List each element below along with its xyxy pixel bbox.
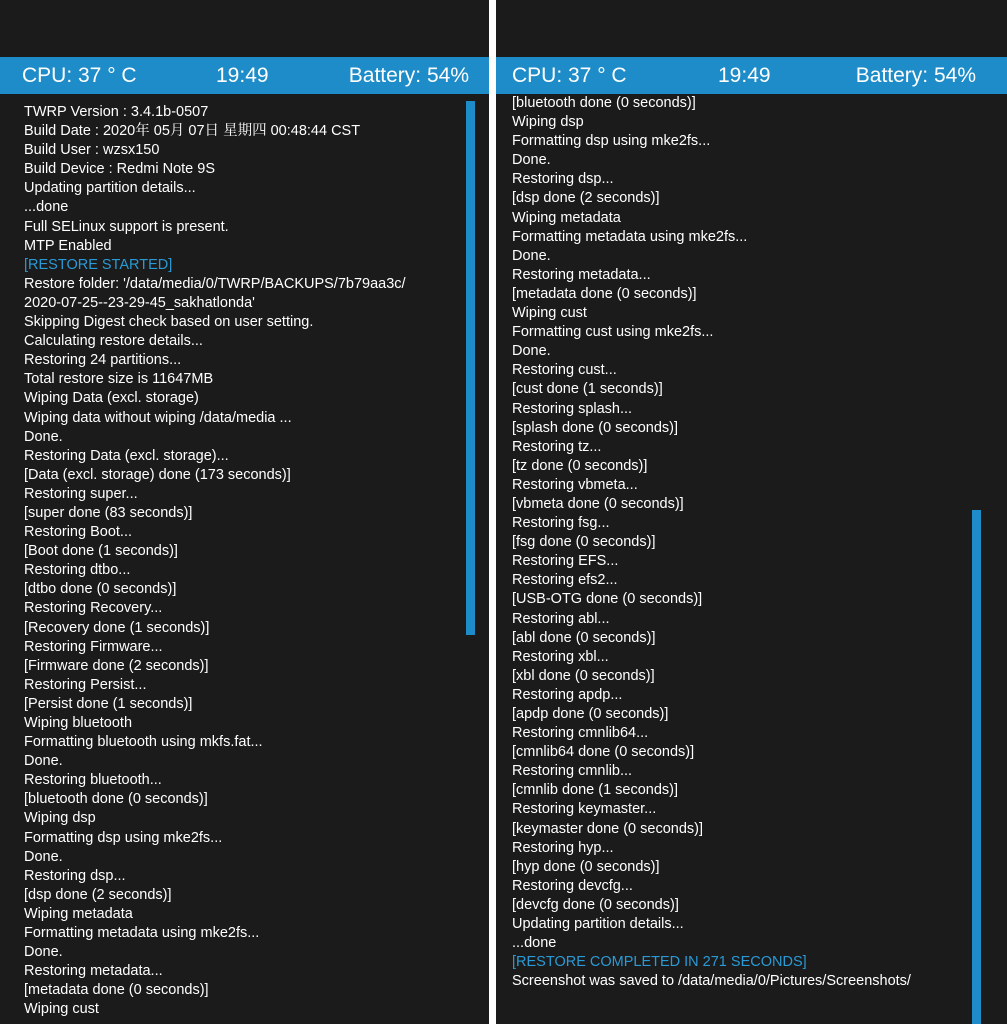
log-line: Build User : wzsx150 xyxy=(24,142,160,159)
log-line: Done. xyxy=(24,753,63,770)
log-line: Screenshot was saved to /data/media/0/Pictures/Screenshots/ xyxy=(512,973,911,990)
log-line: Restoring devcfg... xyxy=(512,877,633,894)
log-line: ...done xyxy=(24,199,69,216)
log-line: Done. xyxy=(24,848,63,865)
log-line: Restoring super... xyxy=(24,485,138,502)
log-line: Restoring keymaster... xyxy=(512,801,657,818)
log-line: Restoring EFS... xyxy=(512,553,619,570)
log-line: Wiping cust xyxy=(512,305,587,322)
status-bar xyxy=(496,57,1007,94)
log-line: Restoring cust... xyxy=(512,362,617,379)
log-line: Restoring Data (excl. storage)... xyxy=(24,447,229,464)
console-log[interactable] xyxy=(496,94,1007,1024)
log-line: Wiping Data (excl. storage) xyxy=(24,390,199,407)
log-line: Build Device : Redmi Note 9S xyxy=(24,161,215,178)
log-line: [dsp done (2 seconds)] xyxy=(24,886,172,903)
log-line: Restoring bluetooth... xyxy=(24,772,162,789)
log-line: [RESTORE COMPLETED IN 271 SECONDS] xyxy=(512,954,807,971)
log-line: Restoring Boot... xyxy=(24,524,132,541)
cpu-temperature: CPU: 37 ° C xyxy=(512,64,627,87)
log-line: Wiping dsp xyxy=(512,114,584,131)
log-line: [hyp done (0 seconds)] xyxy=(512,858,660,875)
log-line: Full SELinux support is present. xyxy=(24,218,229,235)
log-line: ...done xyxy=(512,935,557,952)
log-line: [cmnlib64 done (0 seconds)] xyxy=(512,744,695,761)
log-line: Wiping bluetooth xyxy=(24,715,133,731)
log-line: Restoring xbl... xyxy=(512,648,609,665)
log-line: Formatting metadata using mke2fs... xyxy=(24,925,260,942)
log-line: TWRP Version : 3.4.1b-0507 xyxy=(24,104,209,120)
log-line: Total restore size is 11647MB xyxy=(24,371,214,388)
log-line: Done. xyxy=(512,152,551,169)
log-line: Restoring Persist... xyxy=(24,676,147,693)
log-line: Restoring splash... xyxy=(512,400,633,417)
battery-level: Battery: 54% xyxy=(855,64,976,87)
log-line: [apdp done (0 seconds)] xyxy=(512,706,669,722)
log-line: Restoring abl... xyxy=(512,610,610,627)
log-line: Restoring dtbo... xyxy=(24,562,131,579)
log-line: [keymaster done (0 seconds)] xyxy=(512,820,704,837)
twrp-console-left xyxy=(0,0,489,1024)
log-line: Restoring Firmware... xyxy=(24,638,163,655)
clock: 19:49 xyxy=(718,64,771,87)
log-line: Restoring tz... xyxy=(512,438,602,455)
log-line: Formatting dsp using mke2fs... xyxy=(512,133,711,150)
log-line: Formatting metadata using mke2fs... xyxy=(512,228,748,245)
log-line: [tz done (0 seconds)] xyxy=(512,457,648,474)
log-line: Done. xyxy=(512,247,551,264)
log-line: Restoring cmnlib... xyxy=(512,763,633,780)
log-line: Restoring dsp... xyxy=(512,171,614,188)
log-line: Restoring cmnlib64... xyxy=(512,725,649,742)
log-line: Updating partition details... xyxy=(512,916,684,933)
log-line: [Data (excl. storage) done (173 seconds)] xyxy=(24,466,291,483)
log-line: Wiping cust xyxy=(24,1001,99,1018)
log-line: Restore folder: '/data/media/0/TWRP/BACKUPS/7b79aa3c/ xyxy=(24,275,406,292)
log-line: [cmnlib done (1 seconds)] xyxy=(512,782,679,799)
log-line: Restoring efs2... xyxy=(512,572,618,589)
log-line: [metadata done (0 seconds)] xyxy=(24,982,209,999)
log-line: [Persist done (1 seconds)] xyxy=(24,695,193,712)
log-line: 2020-07-25--23-29-45_sakhatlonda' xyxy=(24,294,255,311)
log-line: Restoring dsp... xyxy=(24,867,126,884)
log-line: Restoring vbmeta... xyxy=(512,476,638,493)
log-line: [cust done (1 seconds)] xyxy=(512,381,663,398)
log-line: [RESTORE STARTED] xyxy=(24,256,173,273)
console-scrollbar[interactable] xyxy=(466,101,475,635)
log-line: Skipping Digest check based on user setting. xyxy=(24,314,314,331)
console-log-lines xyxy=(512,94,1007,991)
log-line: Restoring metadata... xyxy=(24,963,163,980)
console-log-lines xyxy=(24,103,489,1020)
log-line: [vbmeta done (0 seconds)] xyxy=(512,495,684,512)
log-line: Restoring fsg... xyxy=(512,515,610,532)
log-line: Restoring hyp... xyxy=(512,839,614,856)
log-line: Formatting cust using mke2fs... xyxy=(512,324,714,341)
console-log[interactable] xyxy=(0,94,489,1024)
log-line: [dsp done (2 seconds)] xyxy=(512,190,660,207)
log-line: [Recovery done (1 seconds)] xyxy=(24,619,210,636)
log-line: Formatting dsp using mke2fs... xyxy=(24,829,223,846)
log-line: Calculating restore details... xyxy=(24,333,203,350)
log-line: Restoring Recovery... xyxy=(24,600,163,617)
log-line: [Boot done (1 seconds)] xyxy=(24,543,178,560)
log-line: [metadata done (0 seconds)] xyxy=(512,285,697,302)
log-line: Restoring 24 partitions... xyxy=(24,352,182,369)
log-line: Restoring metadata... xyxy=(512,266,651,283)
log-line: [Firmware done (2 seconds)] xyxy=(24,657,209,674)
log-line: Wiping metadata xyxy=(512,209,621,226)
log-line: [bluetooth done (0 seconds)] xyxy=(24,791,208,808)
log-line: Wiping metadata xyxy=(24,905,133,922)
log-line: [devcfg done (0 seconds)] xyxy=(512,896,679,913)
log-line: [super done (83 seconds)] xyxy=(24,504,193,521)
log-line: MTP Enabled xyxy=(24,237,112,254)
log-line: [xbl done (0 seconds)] xyxy=(512,667,655,684)
log-line: [dtbo done (0 seconds)] xyxy=(24,581,177,598)
log-line: [splash done (0 seconds)] xyxy=(512,419,679,436)
log-line: Wiping data without wiping /data/media ... xyxy=(24,409,292,426)
log-line: [USB-OTG done (0 seconds)] xyxy=(512,591,703,608)
log-line: Restoring apdp... xyxy=(512,686,623,703)
cpu-temperature: CPU: 37 ° C xyxy=(22,64,137,87)
log-line: Build Date : 2020年 05月 07日 星期四 00:48:44 CST xyxy=(24,123,361,140)
twrp-console-right xyxy=(496,0,1007,1024)
log-line: Updating partition details... xyxy=(24,180,196,197)
log-line: [fsg done (0 seconds)] xyxy=(512,534,656,551)
log-line: Done. xyxy=(512,343,551,360)
log-line: [bluetooth done (0 seconds)] xyxy=(512,95,696,111)
log-line: [abl done (0 seconds)] xyxy=(512,629,656,646)
clock: 19:49 xyxy=(216,64,269,87)
status-bar xyxy=(0,57,489,94)
battery-level: Battery: 54% xyxy=(348,64,469,87)
log-line: Done. xyxy=(24,944,63,961)
console-scrollbar[interactable] xyxy=(972,510,981,1024)
log-line: Done. xyxy=(24,428,63,445)
log-line: Wiping dsp xyxy=(24,810,96,827)
log-line: Formatting bluetooth using mkfs.fat... xyxy=(24,734,263,751)
